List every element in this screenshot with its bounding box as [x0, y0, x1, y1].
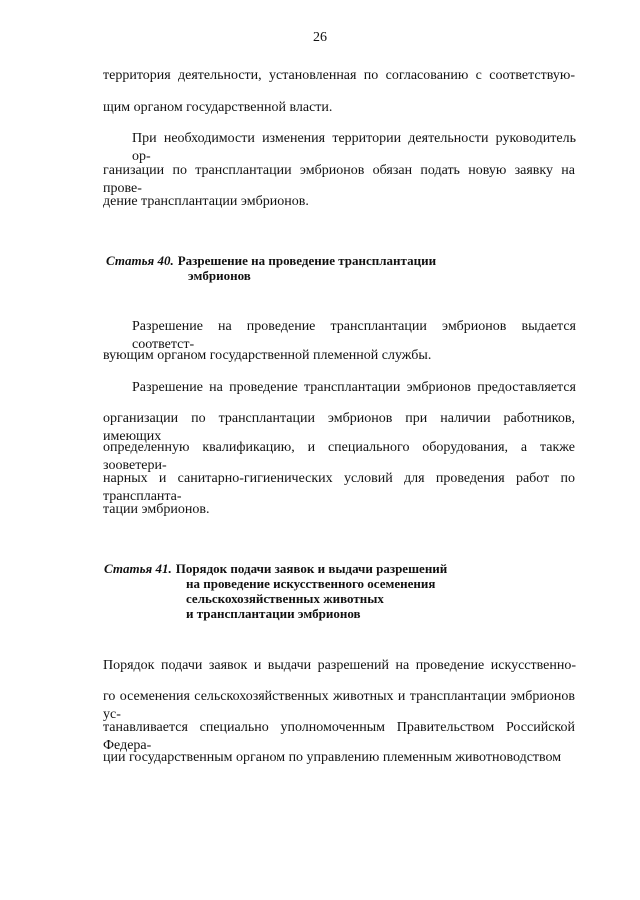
paragraph-line: тации эмбрионов.: [103, 502, 210, 517]
paragraph-line: ганизации по трансплантации эмбрионов обязан подать новую заявку на прове-: [103, 163, 575, 196]
paragraph-line: Разрешение на проведение трансплантации эмбрионов предоставляется: [132, 380, 576, 395]
paragraph-line: При необходимости изменения территории деятельности руководитель ор-: [132, 131, 576, 164]
article-41-label: Статья 41.: [104, 561, 172, 576]
paragraph-line: организации по трансплантации эмбрионов при наличии работников, имеющих: [103, 411, 575, 444]
paragraph-line: дение трансплантации эмбрионов.: [103, 194, 309, 209]
article-40-heading: [106, 253, 436, 268]
article-40-label: Статья 40.: [106, 253, 174, 268]
article-41-title-line: Порядок подачи заявок и выдачи разрешений: [175, 561, 448, 576]
paragraph-line: территория деятельности, установленная по согласованию с соответствую-: [103, 68, 575, 83]
article-40-title-line: Разрешение на проведение трансплантации: [177, 253, 437, 268]
paragraph-line: Разрешение на проведение трансплантации эмбрионов выдается соответст-: [132, 319, 576, 352]
paragraph-line: определенную квалификацию, и специального оборудования, а также зооветери-: [103, 440, 575, 473]
article-40-title-line: эмбрионов: [188, 268, 251, 283]
article-41-title-line: сельскохозяйственных животных: [186, 591, 384, 606]
article-41-title-line: на проведение искусственного осеменения: [186, 576, 436, 591]
paragraph-line: вующим органом государственной племенной службы.: [103, 348, 432, 363]
paragraph-line: нарных и санитарно-гигиенических условий для проведения работ по транспланта-: [103, 471, 575, 504]
paragraph-line: щим органом государственной власти.: [103, 100, 333, 115]
paragraph-line: танавливается специально уполномоченным Правительством Российской Федера-: [103, 720, 575, 753]
paragraph-line: Порядок подачи заявок и выдачи разрешений на проведение искусственно-: [103, 658, 576, 673]
article-41-heading: [104, 561, 447, 576]
article-41-title-line: и трансплантации эмбрионов: [186, 606, 361, 621]
paragraph-line: ции государственным органом по управлению племенным животноводством: [103, 750, 562, 765]
page-number: 26: [313, 30, 327, 45]
paragraph-line: го осеменения сельскохозяйственных животных и трансплантации эмбрионов ус-: [103, 689, 575, 722]
